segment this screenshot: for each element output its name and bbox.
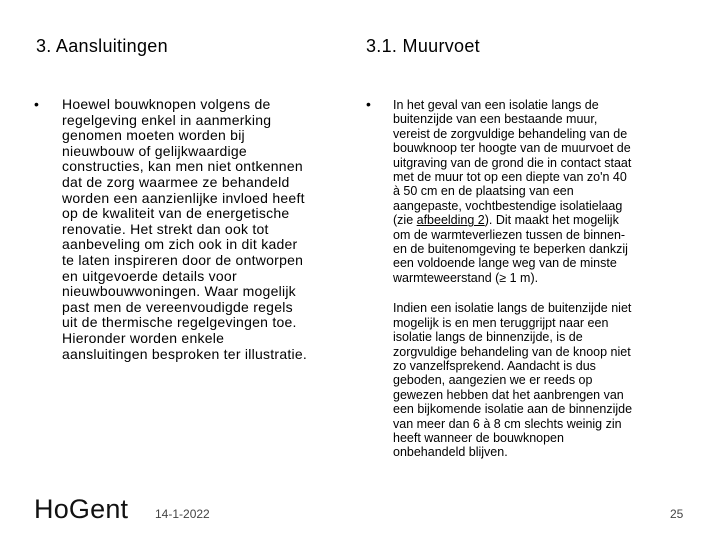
left-bullet: • bbox=[34, 96, 39, 112]
text-line: en uitgevoerde details voor bbox=[62, 267, 237, 284]
text-line: constructies, kan men niet ontkennen bbox=[62, 158, 303, 175]
link-prefix: (zie bbox=[393, 213, 417, 228]
right-bullet: • bbox=[366, 96, 371, 112]
text-line: worden een aanzienlijke invloed heeft bbox=[62, 189, 305, 206]
text-line: van meer dan 6 à 8 cm slechts weinig zin bbox=[393, 416, 622, 431]
text-line: gewezen hebben dat het aanbrengen van bbox=[393, 387, 624, 402]
text-line-with-link bbox=[393, 213, 693, 227]
text-line: te laten inspireren door de ontworpen bbox=[62, 251, 304, 268]
text-line: aangepaste, vochtbestendige isolatielaag bbox=[393, 198, 623, 213]
paragraph-1-lines-before bbox=[393, 98, 693, 213]
link-suffix: ). Dit maakt het mogelijk bbox=[484, 213, 619, 228]
text-line: buitenzijde van een bestaande muur, bbox=[393, 112, 598, 127]
text-line: renovatie. Het strekt dan ook tot bbox=[62, 220, 269, 237]
text-line: regelgeving enkel in aanmerking bbox=[62, 111, 272, 128]
text-line: Indien een isolatie langs de buitenzijde niet bbox=[393, 301, 632, 316]
paragraph-1 bbox=[393, 98, 693, 285]
page-number: 25 bbox=[670, 507, 684, 521]
afbeelding-2-link[interactable]: afbeelding 2 bbox=[416, 213, 485, 228]
text-line: onbehandeld blijven. bbox=[393, 445, 508, 460]
text-line: Hoewel bouwknopen volgens de bbox=[62, 96, 271, 112]
text-line: een bijkomende isolatie aan de binnenzijde bbox=[393, 402, 633, 417]
text-line: bouwknoop ter hoogte van de muurvoet de bbox=[393, 141, 631, 156]
text-line: Hieronder worden enkele bbox=[62, 329, 225, 346]
text-line: zorgvuldige behandeling van de knoop niet bbox=[393, 344, 631, 359]
text-line: met de muur tot op een diepte van zo'n 40 bbox=[393, 170, 627, 185]
text-line: In het geval van een isolatie langs de bbox=[393, 98, 599, 112]
left-column-title: 3. Aansluitingen bbox=[36, 36, 168, 56]
text-line: nieuwbouwwoningen. Waar mogelijk bbox=[62, 283, 296, 300]
footer-date: 14-1-2022 bbox=[155, 507, 210, 521]
text-line: aanbeveling om zich ook in dit kader bbox=[62, 236, 298, 253]
text-line: en de buitenomgeving te beperken dankzij bbox=[393, 242, 628, 257]
hogent-logo: HoGent bbox=[34, 494, 129, 524]
text-line: isolatie langs de binnenzijde, is de bbox=[393, 330, 583, 345]
text-line: past men de vereenvoudigde regels bbox=[62, 298, 293, 315]
text-line: à 50 cm en de plaatsing van een bbox=[393, 184, 574, 199]
text-line: vereist de zorgvuldige behandeling van de bbox=[393, 126, 628, 141]
text-line: zo vanzelfsprekend. Aandacht is dus bbox=[393, 358, 596, 373]
text-line: dat de zorg waarmee ze behandeld bbox=[62, 173, 290, 190]
text-line: op de kwaliteit van de energetische bbox=[62, 205, 290, 222]
text-line: genomen moeten worden bij bbox=[62, 127, 245, 144]
left-column-text bbox=[62, 97, 352, 362]
text-line: mogelijk is en men teruggrijpt naar een bbox=[393, 315, 609, 330]
text-line: nieuwbouw of gelijkwaardige bbox=[62, 142, 247, 159]
paragraph-1-lines-after bbox=[393, 228, 693, 286]
text-line: aansluitingen besproken ter illustratie. bbox=[62, 345, 308, 362]
text-line: om de warmteverliezen tussen de binnen- bbox=[393, 227, 626, 242]
text-line: uitgraving van de grond die in contact staat bbox=[393, 155, 632, 170]
text-line: heeft wanneer de bouwknopen bbox=[393, 430, 564, 445]
text-line: geboden, aangezien we er reeds op bbox=[393, 373, 593, 388]
text-line: uit de thermische regelgevingen toe. bbox=[62, 314, 297, 331]
paragraph-2 bbox=[393, 301, 693, 459]
text-line: warmteweerstand (≥ 1 m). bbox=[393, 270, 539, 285]
right-column-title: 3.1. Muurvoet bbox=[366, 36, 480, 56]
right-column-text bbox=[393, 98, 693, 460]
text-line: een voldoende lange weg van de minste bbox=[393, 256, 617, 271]
